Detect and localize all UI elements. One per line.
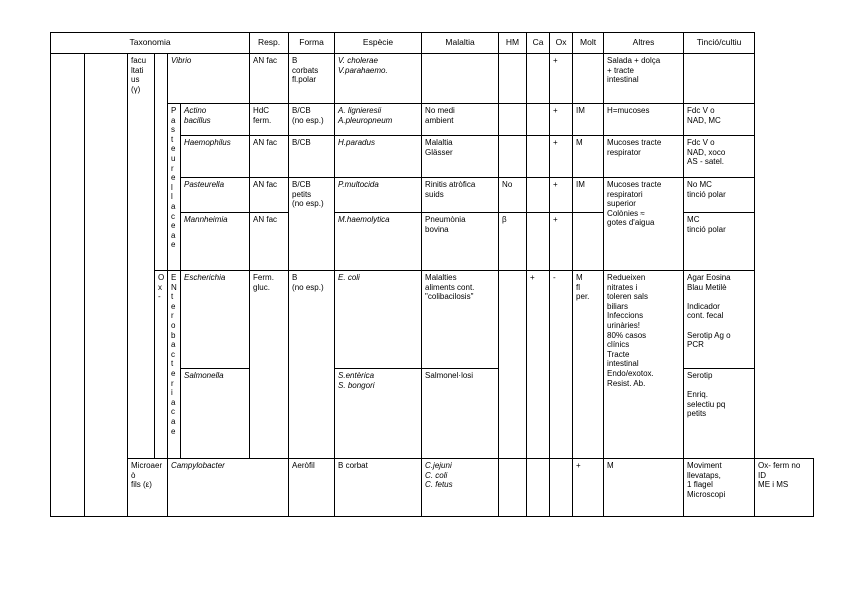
molt-mannheimia xyxy=(573,213,604,271)
hm-campylobacter xyxy=(527,459,550,517)
pasteurellaceae-letter: c xyxy=(171,211,175,221)
malaltia-salmonella: Salmonel·losi xyxy=(422,369,499,459)
molt-vibrio xyxy=(573,54,604,104)
enterobacteriaceae-letter: o xyxy=(171,320,176,330)
group-facultatius: facu ltati us (γ) xyxy=(128,54,155,459)
malaltia-actinobacillus: No medi ambient xyxy=(422,104,499,136)
ox-vibrio: + xyxy=(550,54,573,104)
hm-mannheimia: β xyxy=(499,213,527,271)
genus-campylobacter: Campylobacter xyxy=(168,459,289,517)
enterobacteriaceae-letter: c xyxy=(171,349,175,359)
group-ox-minus: Ox - xyxy=(155,271,168,459)
ox-haemophilus: + xyxy=(550,136,573,178)
header-malaltia: Malaltia xyxy=(422,33,499,54)
tincio-pasteurella: No MC tinció polar xyxy=(684,178,755,213)
enterobacteriaceae-letter: i xyxy=(171,388,173,398)
taxonomy-table xyxy=(50,32,814,517)
header-resp: Resp. xyxy=(250,33,289,54)
tincio-mannheimia: MC tinció polar xyxy=(684,213,755,271)
enterobacteriaceae-letter: e xyxy=(171,426,176,436)
ca-escherichia: + xyxy=(527,271,550,459)
header-row xyxy=(51,33,814,54)
ox-escherichia: - xyxy=(550,271,573,459)
hm-actinobacillus xyxy=(499,104,527,136)
forma-actinobacillus: B/CB (no esp.) xyxy=(289,104,335,136)
forma-vibrio: B corbats fl.polar xyxy=(289,54,335,104)
especie-pasteurella: P.multocida xyxy=(335,178,422,213)
table-row-escherichia xyxy=(51,271,814,369)
blank-column-2 xyxy=(85,54,128,517)
header-especie: Espècie xyxy=(335,33,422,54)
genus-mannheimia: Mannheimia xyxy=(181,213,250,271)
ca-haemophilus xyxy=(527,136,550,178)
pasteurellaceae-letter: l xyxy=(171,192,173,202)
genus-vibrio: Vibrio xyxy=(168,54,250,104)
family-enterobacteriaceae xyxy=(168,271,181,459)
molt-actinobacillus: IM xyxy=(573,104,604,136)
resp-haemophilus: AN fac xyxy=(250,136,289,178)
pasteurellaceae-letter: l xyxy=(171,182,173,192)
molt-campylobacter: M xyxy=(604,459,684,517)
genus-pasteurella: Pasteurella xyxy=(181,178,250,213)
altres-pasteurella: Mucoses tracte respiratori superior Colònies ≈ gotes d'aigua xyxy=(604,178,684,271)
especie-actinobacillus: A. lignieresii A.pleuropneum xyxy=(335,104,422,136)
pasteurellaceae-letter: a xyxy=(171,230,176,240)
hm-vibrio xyxy=(499,54,527,104)
malaltia-campylobacter xyxy=(499,459,527,517)
family-pasteurellaceae xyxy=(168,104,181,271)
enterobacteriaceae-letter: N xyxy=(171,282,177,292)
enterobacteriaceae-letter: t xyxy=(171,359,174,369)
pasteurellaceae-letter: P xyxy=(171,106,177,115)
genus-actinobacillus: Actino bacillus xyxy=(181,104,250,136)
forma-haemophilus: B/CB xyxy=(289,136,335,178)
molt-escherichia: M fl per. xyxy=(573,271,604,459)
pasteurellaceae-letter: a xyxy=(171,115,176,125)
tincio-campylobacter: Ox- ferm no ID ME i MS xyxy=(755,459,814,517)
especie-mannheimia: M.haemolytica xyxy=(335,213,422,271)
forma-escherichia: B (no esp.) xyxy=(289,271,335,459)
group-microaerofils: Microaerò fils (ε) xyxy=(128,459,168,517)
molt-haemophilus: M xyxy=(573,136,604,178)
enterobacteriaceae-letter: b xyxy=(171,330,176,340)
enterobacteriaceae-letter: e xyxy=(171,301,176,311)
malaltia-escherichia: Malalties aliments cont. "colibacilosis" xyxy=(422,271,499,369)
ca-pasteurella xyxy=(527,178,550,213)
ca-actinobacillus xyxy=(527,104,550,136)
table-row-campylobacter xyxy=(51,459,814,517)
pasteurellaceae-letter: u xyxy=(171,153,176,163)
enterobacteriaceae-letter: r xyxy=(171,378,174,388)
ox-campylobacter: + xyxy=(573,459,604,517)
resp-escherichia: Ferm. gluc. xyxy=(250,271,289,459)
tincio-escherichia: Agar Eosina Blau Metilè Indicador cont. fecal Serotip Ag o PCR xyxy=(684,271,755,369)
tincio-salmonella: Serotip Enriq. selectiu pq petits xyxy=(684,369,755,459)
enterobacteriaceae-letter: e xyxy=(171,368,176,378)
header-hm: HM xyxy=(499,33,527,54)
genus-salmonella: Salmonella xyxy=(181,369,250,459)
altres-haemophilus: Mucoses tracte respirator xyxy=(604,136,684,178)
ox-actinobacillus: + xyxy=(550,104,573,136)
blank-group-cell xyxy=(155,54,168,271)
enterobacteriaceae-letter: r xyxy=(171,311,174,321)
table-row-vibrio xyxy=(51,54,814,104)
altres-campylobacter: Moviment llevataps, 1 flagel Microscopi xyxy=(684,459,755,517)
altres-actinobacillus: H=mucoses xyxy=(604,104,684,136)
altres-escherichia: Redueixen nitrates i toleren sals biliars Infeccions urinàries! 80% casos clínics Tracte intestinal Endo/exotox. Resist. Ab. xyxy=(604,271,684,459)
header-taxonomia: Taxonomia xyxy=(51,33,250,54)
enterobacteriaceae-letter: c xyxy=(171,407,175,417)
ox-mannheimia: + xyxy=(550,213,573,271)
enterobacteriaceae-letter: a xyxy=(171,416,176,426)
pasteurellaceae-letter: e xyxy=(171,173,176,183)
resp-mannheimia: AN fac xyxy=(250,213,289,271)
genus-escherichia: Escherichia xyxy=(181,271,250,369)
ca-mannheimia xyxy=(527,213,550,271)
ox-pasteurella: + xyxy=(550,178,573,213)
hm-pasteurella: No xyxy=(499,178,527,213)
resp-vibrio: AN fac xyxy=(250,54,289,104)
tincio-actinobacillus: Fdc V o NAD, MC xyxy=(684,104,755,136)
ca-vibrio xyxy=(527,54,550,104)
header-ca: Ca xyxy=(527,33,550,54)
malaltia-mannheimia: Pneumònia bovina xyxy=(422,213,499,271)
hm-haemophilus xyxy=(499,136,527,178)
pasteurellaceae-letter: r xyxy=(171,163,174,173)
especie-escherichia: E. coli xyxy=(335,271,422,369)
resp-campylobacter: Aeròfil xyxy=(289,459,335,517)
resp-pasteurella: AN fac xyxy=(250,178,289,213)
especie-campylobacter: C.jejuni C. coli C. fetus xyxy=(422,459,499,517)
pasteurellaceae-letter: e xyxy=(171,221,176,231)
header-ox: Ox xyxy=(550,33,573,54)
header-tincio: Tinció/cultiu xyxy=(684,33,755,54)
header-molt: Molt xyxy=(573,33,604,54)
pasteurellaceae-letter: e xyxy=(171,144,176,154)
especie-vibrio: V. cholerae V.parahaemo. xyxy=(335,54,422,104)
enterobacteriaceae-letter: a xyxy=(171,397,176,407)
pasteurellaceae-letter: a xyxy=(171,201,176,211)
tincio-vibrio xyxy=(684,54,755,104)
resp-actinobacillus: HdC ferm. xyxy=(250,104,289,136)
header-altres: Altres xyxy=(604,33,684,54)
malaltia-vibrio xyxy=(422,54,499,104)
forma-pasteurella: B/CB petits (no esp.) xyxy=(289,178,335,271)
enterobacteriaceae-letter: t xyxy=(171,292,174,302)
enterobacteriaceae-letter: E xyxy=(171,273,177,282)
malaltia-pasteurella: Rinitis atròfica suids xyxy=(422,178,499,213)
pasteurellaceae-letter: e xyxy=(171,240,176,250)
header-forma: Forma xyxy=(289,33,335,54)
ca-campylobacter xyxy=(550,459,573,517)
genus-haemophilus: Haemophilus xyxy=(181,136,250,178)
enterobacteriaceae-letter: a xyxy=(171,340,176,350)
pasteurellaceae-letter: t xyxy=(171,134,174,144)
pasteurellaceae-letter: s xyxy=(171,125,175,135)
especie-salmonella: S.entèrica S. bongori xyxy=(335,369,422,459)
molt-pasteurella: IM xyxy=(573,178,604,213)
hm-escherichia xyxy=(499,271,527,459)
forma-campylobacter: B corbat xyxy=(335,459,422,517)
altres-vibrio: Salada + dolça + tracte intestinal xyxy=(604,54,684,104)
especie-haemophilus: H.paradus xyxy=(335,136,422,178)
blank-column-1 xyxy=(51,54,85,517)
malaltia-haemophilus: Malaltia Glässer xyxy=(422,136,499,178)
tincio-haemophilus: Fdc V o NAD, xoco AS - satel. xyxy=(684,136,755,178)
